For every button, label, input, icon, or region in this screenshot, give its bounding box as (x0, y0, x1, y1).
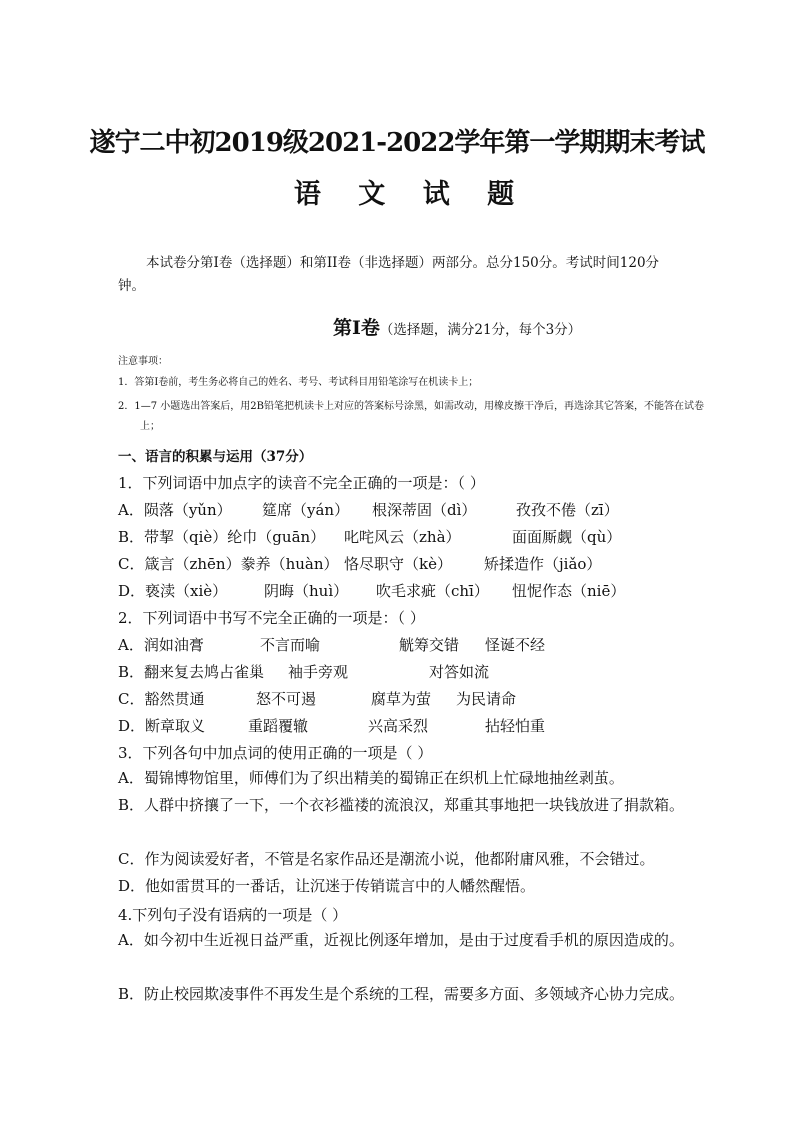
option-item: B．翻来复去鸠占雀巢 (118, 663, 265, 681)
option-item: C．箴言（zhēn）豢养（huàn） (118, 555, 339, 573)
option-item: 觥筹交错 (399, 636, 460, 654)
section-heading: 一、语言的积累与运用（37分） (118, 449, 313, 465)
option-item: 孜孜不倦（zī） (516, 501, 619, 519)
option-item: 恪尽职守（kè） (344, 555, 452, 573)
question-4-option-a: A．如今初中生近视日益严重，近视比例逐年增加，是由于过度看手机的原因造成的。 (118, 931, 684, 949)
option-item: 拈轻怕重 (485, 717, 546, 735)
question-4-option-b: B．防止校园欺凌事件不再发生是个系统的工程，需要多方面、多领域齐心协力完成。 (118, 985, 685, 1003)
option-item: C．豁然贯通 (118, 690, 205, 708)
volume-note: （选择题，满分21分，每个3分） (379, 322, 582, 338)
question-3-option-a: A．蜀锦博物馆里，师傅们为了织出精美的蜀锦正在织机上忙碌地抽丝剥茧。 (118, 769, 624, 787)
option-item: 袖手旁观 (288, 663, 349, 681)
question-2-stem: 2．下列词语中书写不完全正确的一项是：（ ） (118, 609, 425, 627)
option-item: 面面厮觑（qù） (512, 528, 622, 546)
option-item: 腐草为萤 (371, 690, 432, 708)
option-item: 不言而喻 (260, 636, 321, 654)
exam-title: 遂宁二中初2019级2021-2022学年第一学期期末考试 (89, 128, 705, 158)
option-item: 对答如流 (429, 663, 490, 681)
option-item: A．润如油膏 (118, 636, 204, 654)
option-item: 叱咤风云（zhà） (344, 528, 461, 546)
volume-label: 第Ⅰ卷 (333, 317, 380, 339)
option-item: 阴晦（huì） (264, 582, 349, 600)
option-item: 筵席（yán） (262, 501, 350, 519)
question-3-option-d: D．他如雷贯耳的一番话，让沉迷于传销谎言中的人幡然醒悟。 (118, 877, 536, 895)
question-1-stem: 1．下列词语中加点字的读音不完全正确的一项是：（ ） (118, 474, 485, 492)
option-item: A．陨落（yǔn） (118, 501, 232, 519)
option-item: 怒不可遏 (256, 690, 317, 708)
question-3-option-c: C．作为阅读爱好者，不管是名家作品还是潮流小说，他都附庸风雅，不会错过。 (118, 850, 655, 868)
question-3-stem: 3．下列各句中加点词的使用正确的一项是（ ） (118, 744, 433, 762)
option-item: B．带挈（qiè）纶巾（guān） (118, 528, 326, 546)
volume-heading (333, 313, 581, 340)
option-item: 为民请命 (456, 690, 517, 708)
option-item: 吹毛求疵（chī） (376, 582, 489, 600)
option-item: D．断章取义 (118, 717, 206, 735)
option-item: 根深蒂固（dì） (372, 501, 477, 519)
option-item: 矫揉造作（jiǎo） (484, 555, 602, 573)
option-item: 忸怩作态（niē） (512, 582, 626, 600)
question-3-option-b: B．人群中挤攘了一下，一个衣衫褴褛的流浪汉，郑重其事地把一块钱放进了捐款箱。 (118, 796, 685, 814)
option-item: 兴高采烈 (368, 717, 429, 735)
option-item: 怪诞不经 (485, 636, 546, 654)
notice-title: 注意事项： (118, 356, 168, 367)
exam-subject-title: 语 文 试 题 (293, 179, 529, 210)
option-item: 重蹈覆辙 (248, 717, 309, 735)
option-item: D．亵渎（xiè） (118, 582, 228, 600)
exam-intro: 本试卷分第Ⅰ卷（选择题）和第II卷（非选择题）两部分。总分150分。考试时间120分钟。 (118, 255, 660, 294)
notice-item-2: 2．1—7 小题选出答案后，用2B铅笔把机读卡上对应的答案标号涂黑，如需改动，用橡皮擦干净后，再选涂其它答案，不能答在试卷上； (118, 401, 704, 432)
question-4-stem: 4.下列句子没有语病的一项是（ ） (118, 906, 348, 924)
notice-item-1: 1．答第Ⅰ卷前，考生务必将自己的姓名、考号、考试科目用铅笔涂写在机读卡上； (118, 377, 479, 388)
